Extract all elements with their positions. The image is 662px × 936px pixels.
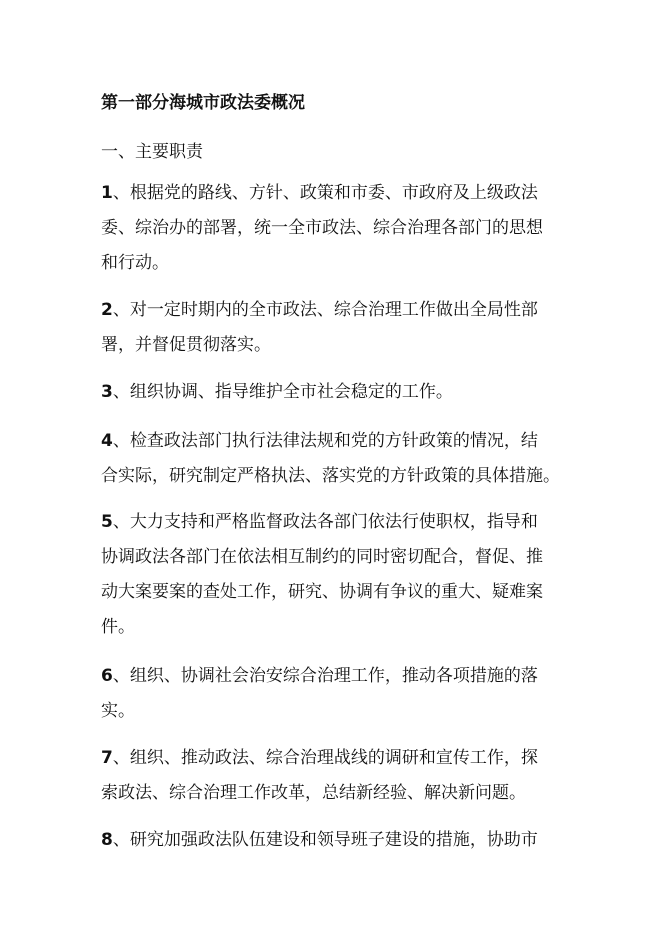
item-line: 实。 [101, 701, 135, 721]
duty-item-1 [101, 176, 569, 281]
item-line: 5、大力支持和严格监督政法各部门依法行使职权，指导和 [101, 512, 538, 532]
duty-item-7 [101, 741, 569, 811]
item-line: 件。 [101, 617, 135, 637]
item-line: 7、组织、推动政法、综合治理战线的调研和宣传工作，探 [101, 748, 538, 768]
item-line: 动大案要案的查处工作，研究、协调有争议的重大、疑难案 [101, 582, 543, 602]
duty-item-3 [101, 375, 569, 410]
item-line: 4、检查政法部门执行法律法规和党的方针政策的情况，结 [101, 431, 538, 451]
duty-item-5 [101, 505, 569, 645]
duty-item-8 [101, 823, 569, 858]
item-line: 委、综治办的部署，统一全市政法、综合治理各部门的思想 [101, 218, 543, 238]
duty-item-2 [101, 293, 569, 363]
item-number: 3 [101, 382, 113, 402]
item-line: 索政法、综合治理工作改革，总结新经验、解决新问题。 [101, 783, 526, 803]
duty-item-6 [101, 659, 569, 729]
item-line: 和行动。 [101, 253, 169, 273]
item-number: 6 [101, 666, 113, 686]
item-line: 6、组织、协调社会治安综合治理工作，推动各项措施的落 [101, 666, 538, 686]
item-line: 合实际，研究制定严格执法、落实党的方针政策的具体措施。 [101, 466, 560, 486]
item-line: 8、研究加强政法队伍建设和领导班子建设的措施，协助市 [101, 830, 538, 850]
item-number: 8 [101, 830, 113, 850]
item-number: 4 [101, 431, 113, 451]
page-title: 第一部分海城市政法委概况 [101, 93, 305, 113]
item-number: 1 [101, 183, 113, 203]
item-line: 协调政法各部门在依法相互制约的同时密切配合，督促、推 [101, 547, 543, 567]
item-number: 2 [101, 300, 113, 320]
duty-item-4 [101, 424, 569, 494]
item-line: 3、组织协调、指导维护全市社会稳定的工作。 [101, 382, 453, 402]
item-line: 署，并督促贯彻落实。 [101, 335, 271, 355]
section-heading: 一、主要职责 [101, 142, 203, 162]
item-number: 7 [101, 748, 113, 768]
item-line: 1、根据党的路线、方针、政策和市委、市政府及上级政法 [101, 183, 538, 203]
item-line: 2、对一定时期内的全市政法、综合治理工作做出全局性部 [101, 300, 538, 320]
item-number: 5 [101, 512, 113, 532]
